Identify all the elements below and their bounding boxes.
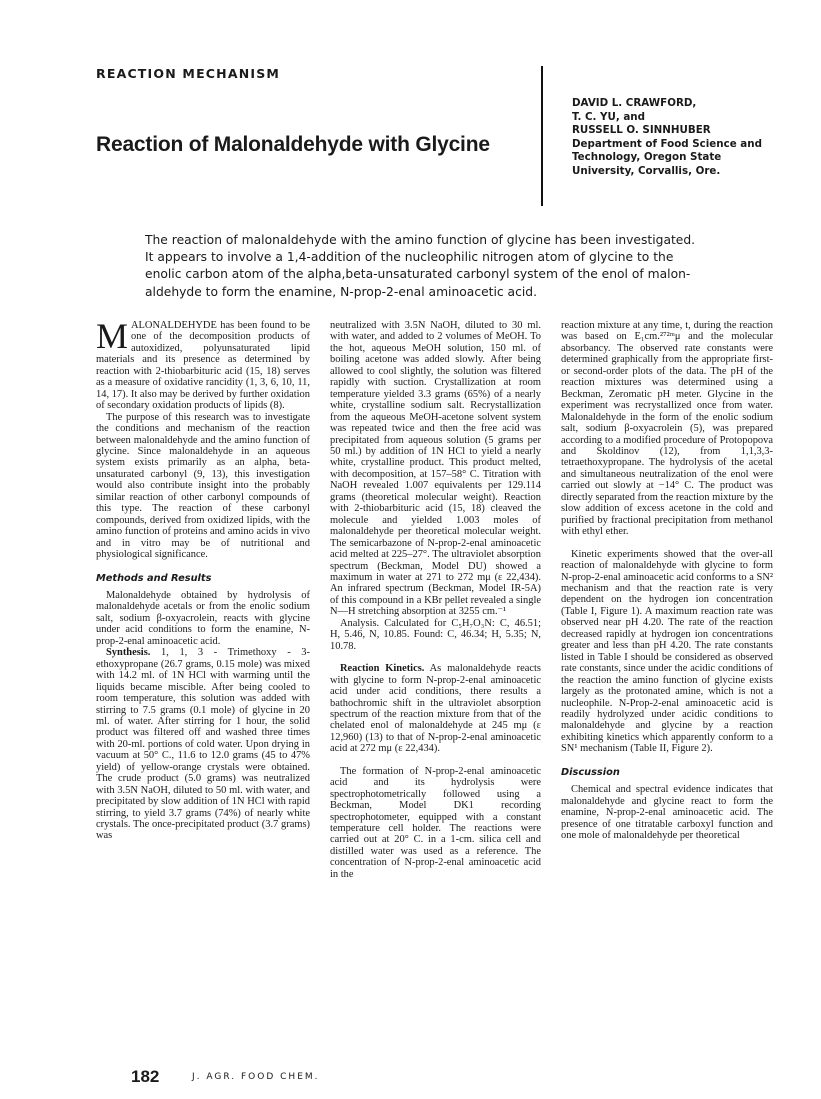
abstract-line: It appears to involve a 1,4-addition of the nucleophilic nitrogen atom of glycine to the [145, 250, 674, 265]
affiliation-line: Department of Food Science and [572, 137, 762, 150]
affiliation-line: Technology, Oregon State [572, 151, 722, 164]
section-label: REACTION MECHANISM [96, 66, 281, 81]
discussion-paragraph: Chemical and spectral evidence indicates that malonaldehyde and glycine react to form the enamine, N-prop-2-enal aminoacetic acid. The presence of one titratable carboxyl function and one mole of malonaldehyde per theoretical [561, 784, 773, 842]
kinetics-label: Reaction Kinetics. [340, 663, 425, 675]
synthesis-paragraph: 1, 1, 3 - Trimethoxy - 3-ethoxypropane (26.7 grams, 0.15 mole) was mixed with 14.2 ml. of 1N HCl with warming until the liquids became miscible. After being cooled to room temperature, this solution was added with stirring to 7.5 grams (0.1 mole) of glycine in 20 ml. of water. After stirring for 1 hour, the solid product was filtered off and washed three times with 20-ml. portions of cold water. Upon drying in vacuum at 50° C., 11.6 to 12.0 grams (45 to 47% yield) of yellow-orange crystals were obtained. The crude product (5.0 grams) was neutralized with 3.5N NaOH, diluted to 50 ml. with water, and precipitated by slow addition of 1N HCl with rapid stirring, to yield 3.7 grams (74%) of nearly white crystals. The once-precipitated product (3.7 grams) was [96, 647, 310, 842]
intro-paragraph: ALONALDEHYDE has been found to be one of the decomposition products of autoxidized, polyunsaturated lipid materials and its presence as determined by reaction with 2-thiobarbituric acid (15, 18) serves as a measure of oxidative rancidity (1, 3, 6, 10, 11, 14, 17). It also may be derived by further oxidation of secondary oxidation products of lipids (8). [96, 320, 310, 412]
body-column-1 [96, 316, 310, 842]
drop-cap: M [96, 316, 129, 356]
abstract-line: enolic carbon atom of the alpha,beta-unsaturated carbonyl system of the enol of malon- [145, 267, 691, 282]
synthesis-label: Synthesis. [106, 647, 151, 659]
discussion-heading: Discussion [561, 766, 620, 778]
abstract-line: aldehyde to form the enamine, N-prop-2-enal aminoacetic acid. [145, 284, 537, 299]
kinetic-experiments-paragraph: Kinetic experiments showed that the over-all reaction of malonaldehyde with glycine to form N-prop-2-enal aminoacetic acid conforms to a SN² mechanism and that the reaction rate is very dependent on the hydrogen ion concentration (Table I, Figure 1). A maximum reaction rate was observed near pH 4.20. The rate of the reaction decreased rapidly at hydrogen ion concentrations greater and less than pH 4.20. The rate constants listed in Table I should be considered as observed rate constants, since under the acidic conditions of the reaction the amino function of glycine exists largely as the protonated amine, which is not a nucleophile. N-Prop-2-enal aminoacetic acid is readily hydrolyzed under acidic conditions to malonaldehyde and glycine by a reaction exhibiting kinetics which apparently conform to a SN¹ mechanism (Table II, Figure 2). [561, 548, 773, 755]
affiliation-line: University, Corvallis, Ore. [572, 164, 721, 177]
purpose-paragraph: The purpose of this research was to investigate the conditions and mechanism of the reaction between malonaldehyde and the amino function of glycine. Since malonaldehyde in an aqueous system exists primarily as an alpha, beta-unsaturated carbonyl (9, 13), this investigation would also contribute insight into the probably similar reaction of other carbonyl compounds of this type. The reaction of these carbonyl compounds, derived from oxidized lipids, with the amino function of proteins and amino acids in vivo and in vitro may be of nutritional and physiological significance. [96, 411, 310, 561]
header-divider [541, 66, 543, 206]
formation-paragraph: The formation of N-prop-2-enal aminoacetic acid and its hydrolysis were spectrophotometrically followed using a Beckman, Model DK1 recording spectrophotometer, equipped with a constant temperature cell holder. The reactions were carried out at 20° C. in a 1-cm. silica cell and distilled water was used as a reference. The concentration of N-prop-2-enal aminoacetic acid in the [330, 765, 541, 880]
reaction-mixture-paragraph: reaction mixture at any time, t, during the reaction was based on E₁cm.²⁷²ᵐμ and the molecular absorbancy. The observed rate constants were determined graphically from the appropriate first- or second-order plots of the data. The pH of the reaction mixtures was determined using a Beckman, Zeromatic pH meter. Glycine in the experiment was recrystallized once from water. Malonaldehyde in the form of the enolic sodium salt, sodium β-oxyacrolein (5), was prepared according to a modified procedure of Protopopova and Skoldinov (12), from 1,1,3,3-tetraethoxypropane. The hydrolysis of the acetal and simultaneous neutralization of the enol were carried out slowly at −14° C. The product was directly separated from the reaction mixture by the slow addition of excess acetone in the cold and purified by fractional precipitation from methanol with ethyl ether. [561, 320, 773, 538]
abstract-line: The reaction of malonaldehyde with the amino function of glycine has been investigated. [145, 233, 696, 247]
author-block [572, 97, 792, 179]
body-column-3 [561, 320, 773, 841]
abstract [145, 232, 722, 301]
article-title: Reaction of Malonaldehyde with Glycine [96, 133, 490, 156]
body-column-2 [330, 320, 541, 880]
purification-paragraph: neutralized with 3.5N NaOH, diluted to 30 ml. with water, and added to 2 volumes of MeOH. To the hot, aqueous MeOH solution, 150 ml. of boiling acetone was added slowly. After being allowed to cool slightly, the solution was filtered rapidly with suction. Crystallization at room temperature yielded 3.3 grams (65%) of a nearly white, crystalline sodium salt. Recrystallization from the aqueous MeOH-acetone solvent system was repeated twice and then the free acid was precipitated from aqueous solution (5 grams per 50 ml.) by addition of 1N HCl to yield a nearly white, crystalline product. This product melted, with decomposition, at 157–58° C. Titration with NaOH revealed 1.007 equivalents per 129.114 grams (theoretical molecular weight). Reaction with 2-thiobarbituric acid (15, 18) cleaved the molecule and yielded 1.003 moles of malonaldehyde per theoretical molecular weight. The semicarbazone of N-prop-2-enal aminoacetic acid melted at 225–27°. The ultraviolet absorption spectrum (Beckman, Model DU) showed a maximum in water at 271 to 272 mμ (ε 22,434). An infrared spectrum (Beckman, Model IR-5A) of this compound in a KBr pellet revealed a single N—H stretching absorption at 3255 cm.⁻¹ [330, 320, 541, 618]
analysis-paragraph: Analysis. Calculated for C₅H₇O₃N: C, 46.51; H, 5.46, N, 10.85. Found: C, 46.34; H, 5.35; N, 10.78. [330, 617, 541, 652]
author-line: DAVID L. CRAWFORD, [572, 97, 697, 109]
journal-name: J. AGR. FOOD CHEM. [192, 1072, 320, 1082]
author-line: RUSSELL O. SINNHUBER [572, 124, 711, 137]
page-number: 182 [131, 1067, 160, 1086]
methods-paragraph: Malonaldehyde obtained by hydrolysis of malonaldehyde acetals or from the enolic sodium salt, sodium β-oxyacrolein, reacts with glycine under acid conditions to form the enamine, N-prop-2-enal aminoacetic acid. [96, 589, 310, 647]
author-line: T. C. YU, and [572, 110, 645, 123]
kinetics-paragraph: As malonaldehyde reacts with glycine to form N-prop-2-enal aminoacetic acid under acid conditions, there results a bathochromic shift in the ultraviolet absorption spectrum of the reaction mixture from that of the chelated enol of malonaldehyde at 245 mμ (ε 12,960) (13) to that of N-prop-2-enal aminoacetic acid at 272 mμ (ε 22,434). [330, 663, 541, 755]
methods-heading: Methods and Results [96, 572, 212, 584]
